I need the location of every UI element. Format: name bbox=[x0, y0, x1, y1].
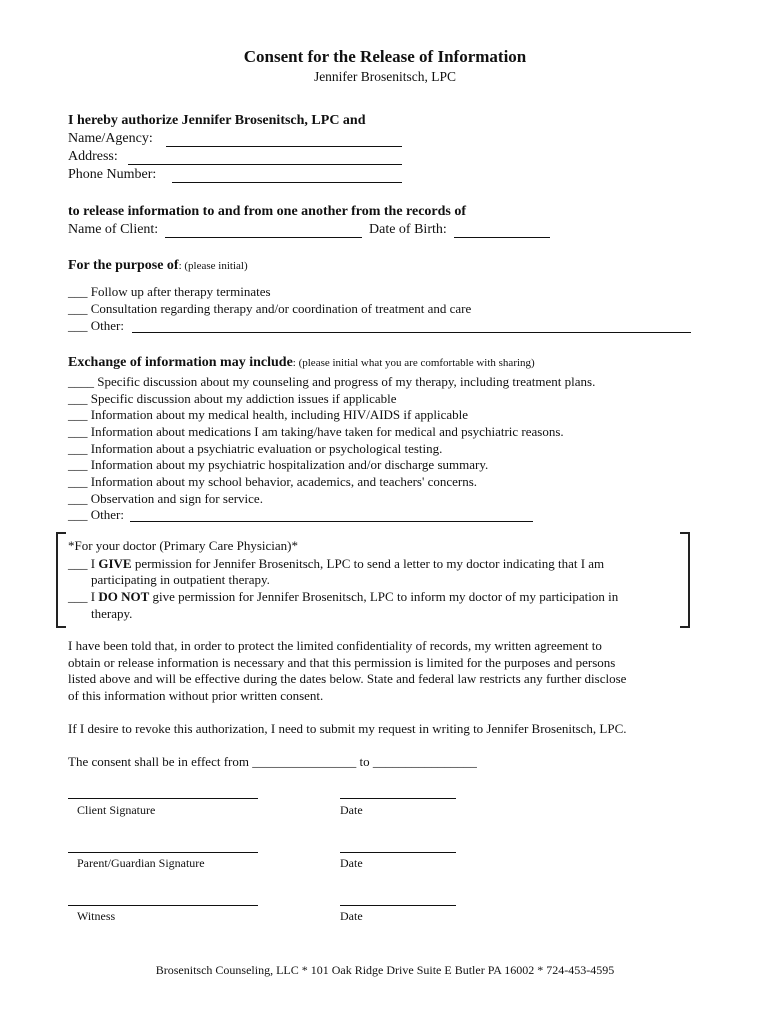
doctor-notgive-option[interactable]: ___ I DO NOT give permission for Jennifer Brosenitsch, LPC to inform my doctor of my participation in bbox=[68, 589, 619, 604]
effective-dates[interactable]: The consent shall be in effect from ________________ to ________________ bbox=[68, 754, 477, 769]
exchange-item[interactable]: ___ Specific discussion about my addiction issues if applicable bbox=[68, 391, 397, 406]
exchange-item[interactable]: ___ Other: bbox=[68, 507, 124, 522]
address-label: Address: bbox=[68, 149, 118, 164]
witness-date-line[interactable] bbox=[340, 905, 456, 906]
exchange-item[interactable]: ___ Information about medications I am taking/have taken for medical and psychiatric reasons. bbox=[68, 424, 564, 439]
client-date-line[interactable] bbox=[340, 798, 456, 799]
doctor-notgive-cont: therapy. bbox=[91, 606, 133, 621]
notice-line: listed above and will be effective during the dates below. State and federal law restricts any further disclose bbox=[68, 671, 627, 686]
purpose-item[interactable]: ___ Other: bbox=[68, 318, 124, 333]
parent-date-label: Date bbox=[340, 856, 363, 870]
witness-signature-label: Witness bbox=[77, 909, 116, 923]
purpose-item[interactable]: ___ Follow up after therapy terminates bbox=[68, 284, 271, 299]
client-date-label: Date bbox=[340, 803, 363, 817]
dob-label: Date of Birth: bbox=[369, 222, 447, 237]
purpose-item[interactable]: ___ Consultation regarding therapy and/or coordination of treatment and care bbox=[68, 301, 472, 316]
purpose-heading-note: : (please initial) bbox=[178, 260, 248, 272]
release-statement: to release information to and from one another from the records of bbox=[68, 204, 467, 219]
name-agency-label: Name/Agency: bbox=[68, 131, 153, 146]
client-signature-line[interactable] bbox=[68, 798, 258, 799]
client-name-label: Name of Client: bbox=[68, 222, 159, 237]
phone-field[interactable] bbox=[172, 182, 402, 183]
dob-field[interactable] bbox=[454, 237, 550, 238]
document-title: Consent for the Release of Information bbox=[243, 47, 527, 66]
authorize-intro: I hereby authorize Jennifer Brosenitsch, LPC and bbox=[68, 113, 366, 128]
footer-contact: Brosenitsch Counseling, LLC * 101 Oak Ridge Drive Suite E Butler PA 16002 * 724-453-4595 bbox=[155, 963, 615, 977]
client-name-field[interactable] bbox=[165, 237, 362, 238]
parent-signature-line[interactable] bbox=[68, 852, 258, 853]
phone-label: Phone Number: bbox=[68, 167, 157, 182]
left-bracket bbox=[56, 532, 66, 628]
witness-date-label: Date bbox=[340, 909, 363, 923]
exchange-item[interactable]: ___ Information about a psychiatric evaluation or psychological testing. bbox=[68, 441, 443, 456]
document-subtitle: Jennifer Brosenitsch, LPC bbox=[313, 69, 457, 84]
doctor-give-option[interactable]: ___ I GIVE permission for Jennifer Brosenitsch, LPC to send a letter to my doctor indicating that I am bbox=[68, 556, 605, 571]
address-field[interactable] bbox=[128, 164, 402, 165]
parent-signature-label: Parent/Guardian Signature bbox=[77, 856, 205, 870]
client-signature-label: Client Signature bbox=[77, 803, 156, 817]
doctor-heading: *For your doctor (Primary Care Physician)* bbox=[68, 538, 298, 553]
name-agency-field[interactable] bbox=[166, 146, 402, 147]
exchange-item[interactable]: ___ Information about my school behavior, academics, and teachers' concerns. bbox=[68, 474, 478, 489]
exchange-heading: Exchange of information may include: (please initial what you are comfortable with sharing) bbox=[68, 355, 535, 370]
notice-line: obtain or release information is necessary and that this permission is limited for the purposes and persons bbox=[68, 655, 616, 670]
notice-line: of this information without prior written consent. bbox=[68, 688, 324, 703]
exchange-heading-note: : (please initial what you are comfortable with sharing) bbox=[292, 357, 535, 369]
right-bracket bbox=[680, 532, 690, 628]
exchange-item[interactable]: ___ Information about my medical health, including HIV/AIDS if applicable bbox=[68, 407, 469, 422]
revoke-statement: If I desire to revoke this authorization, I need to submit my request in writing to Jennifer Brosenitsch, LPC. bbox=[68, 721, 627, 736]
purpose-heading: For the purpose of: (please initial) bbox=[68, 258, 248, 273]
purpose-other-field[interactable] bbox=[132, 332, 691, 333]
exchange-item[interactable]: ___ Observation and sign for service. bbox=[68, 491, 263, 506]
notice-line: I have been told that, in order to protect the limited confidentiality of records, my written agreement to bbox=[68, 638, 602, 653]
exchange-item[interactable]: ____ Specific discussion about my counseling and progress of my therapy, including treatment plans. bbox=[68, 374, 596, 389]
exchange-item[interactable]: ___ Information about my psychiatric hospitalization and/or discharge summary. bbox=[68, 457, 489, 472]
parent-date-line[interactable] bbox=[340, 852, 456, 853]
doctor-give-cont: participating in outpatient therapy. bbox=[91, 572, 270, 587]
exchange-other-field[interactable] bbox=[130, 521, 533, 522]
witness-signature-line[interactable] bbox=[68, 905, 258, 906]
